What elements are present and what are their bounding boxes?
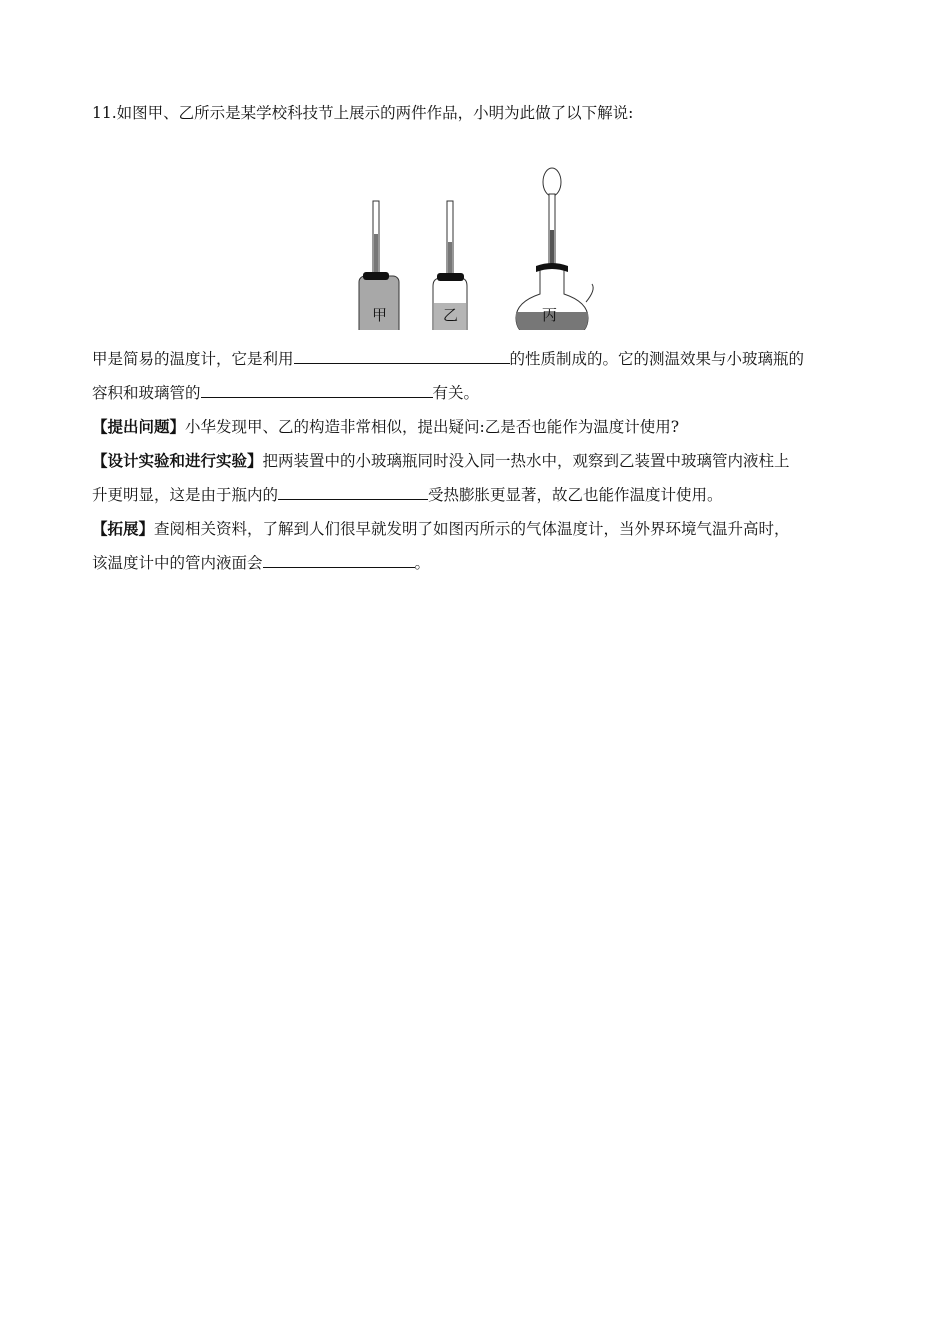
question-stem: 11.如图甲、乙所示是某学校科技节上展示的两件作品，小明为此做了以下解说: bbox=[92, 104, 634, 122]
paragraph-3-line-1 bbox=[92, 444, 862, 478]
answer-blank-3[interactable] bbox=[278, 479, 428, 500]
figure-label-yi: 乙 bbox=[443, 306, 459, 324]
paragraph-3-text: 受热膨胀更显著，故乙也能作温度计使用。 bbox=[428, 486, 723, 504]
paragraph-4-text: 查阅相关资料，了解到人们很早就发明了如图丙所示的气体温度计，当外界环境气温升高时， bbox=[154, 520, 790, 538]
paragraph-2 bbox=[92, 410, 862, 444]
paragraph-3-text: 升更明显，这是由于瓶内的 bbox=[92, 486, 279, 504]
paragraph-1-text: 的性质制成的。它的测温效果与小玻璃瓶的 bbox=[509, 350, 805, 368]
paragraph-4-line-2 bbox=[92, 546, 862, 580]
paragraph-2-text: 小华发现甲、乙的构造非常相似，提出疑问:乙是否也能作为温度计使用? bbox=[185, 418, 680, 436]
answer-blank-1[interactable] bbox=[294, 343, 510, 364]
section-heading-question: 【提出问题】 bbox=[92, 417, 186, 436]
thermometer-figure bbox=[92, 134, 862, 330]
paragraph-1-text: 有关。 bbox=[432, 384, 480, 402]
paragraph-4-text: 该温度计中的管内液面会 bbox=[92, 554, 263, 572]
section-heading-experiment: 【设计实验和进行实验】 bbox=[92, 451, 263, 470]
paragraph-3-text: 把两装置中的小玻璃瓶同时没入同一热水中，观察到乙装置中玻璃管内液柱上 bbox=[262, 452, 790, 470]
figure-label-jia: 甲 bbox=[372, 306, 388, 324]
answer-blank-2[interactable] bbox=[201, 377, 433, 398]
paragraph-4-line-1 bbox=[92, 512, 862, 546]
paragraph-4-text: 。 bbox=[414, 554, 431, 572]
paragraph-1-text: 甲是简易的温度计，它是利用 bbox=[92, 350, 294, 368]
figure-label-bing: 丙 bbox=[542, 306, 558, 324]
section-heading-extension: 【拓展】 bbox=[92, 519, 155, 538]
answer-blank-4[interactable] bbox=[263, 547, 415, 568]
paragraph-1-line-1 bbox=[92, 342, 862, 376]
thermometer-diagram bbox=[92, 134, 862, 330]
question-block bbox=[92, 96, 862, 580]
paragraph-3-line-2 bbox=[92, 478, 862, 512]
paragraph-1-line-2 bbox=[92, 376, 862, 410]
paragraph-1-text: 容积和玻璃管的 bbox=[92, 384, 201, 402]
